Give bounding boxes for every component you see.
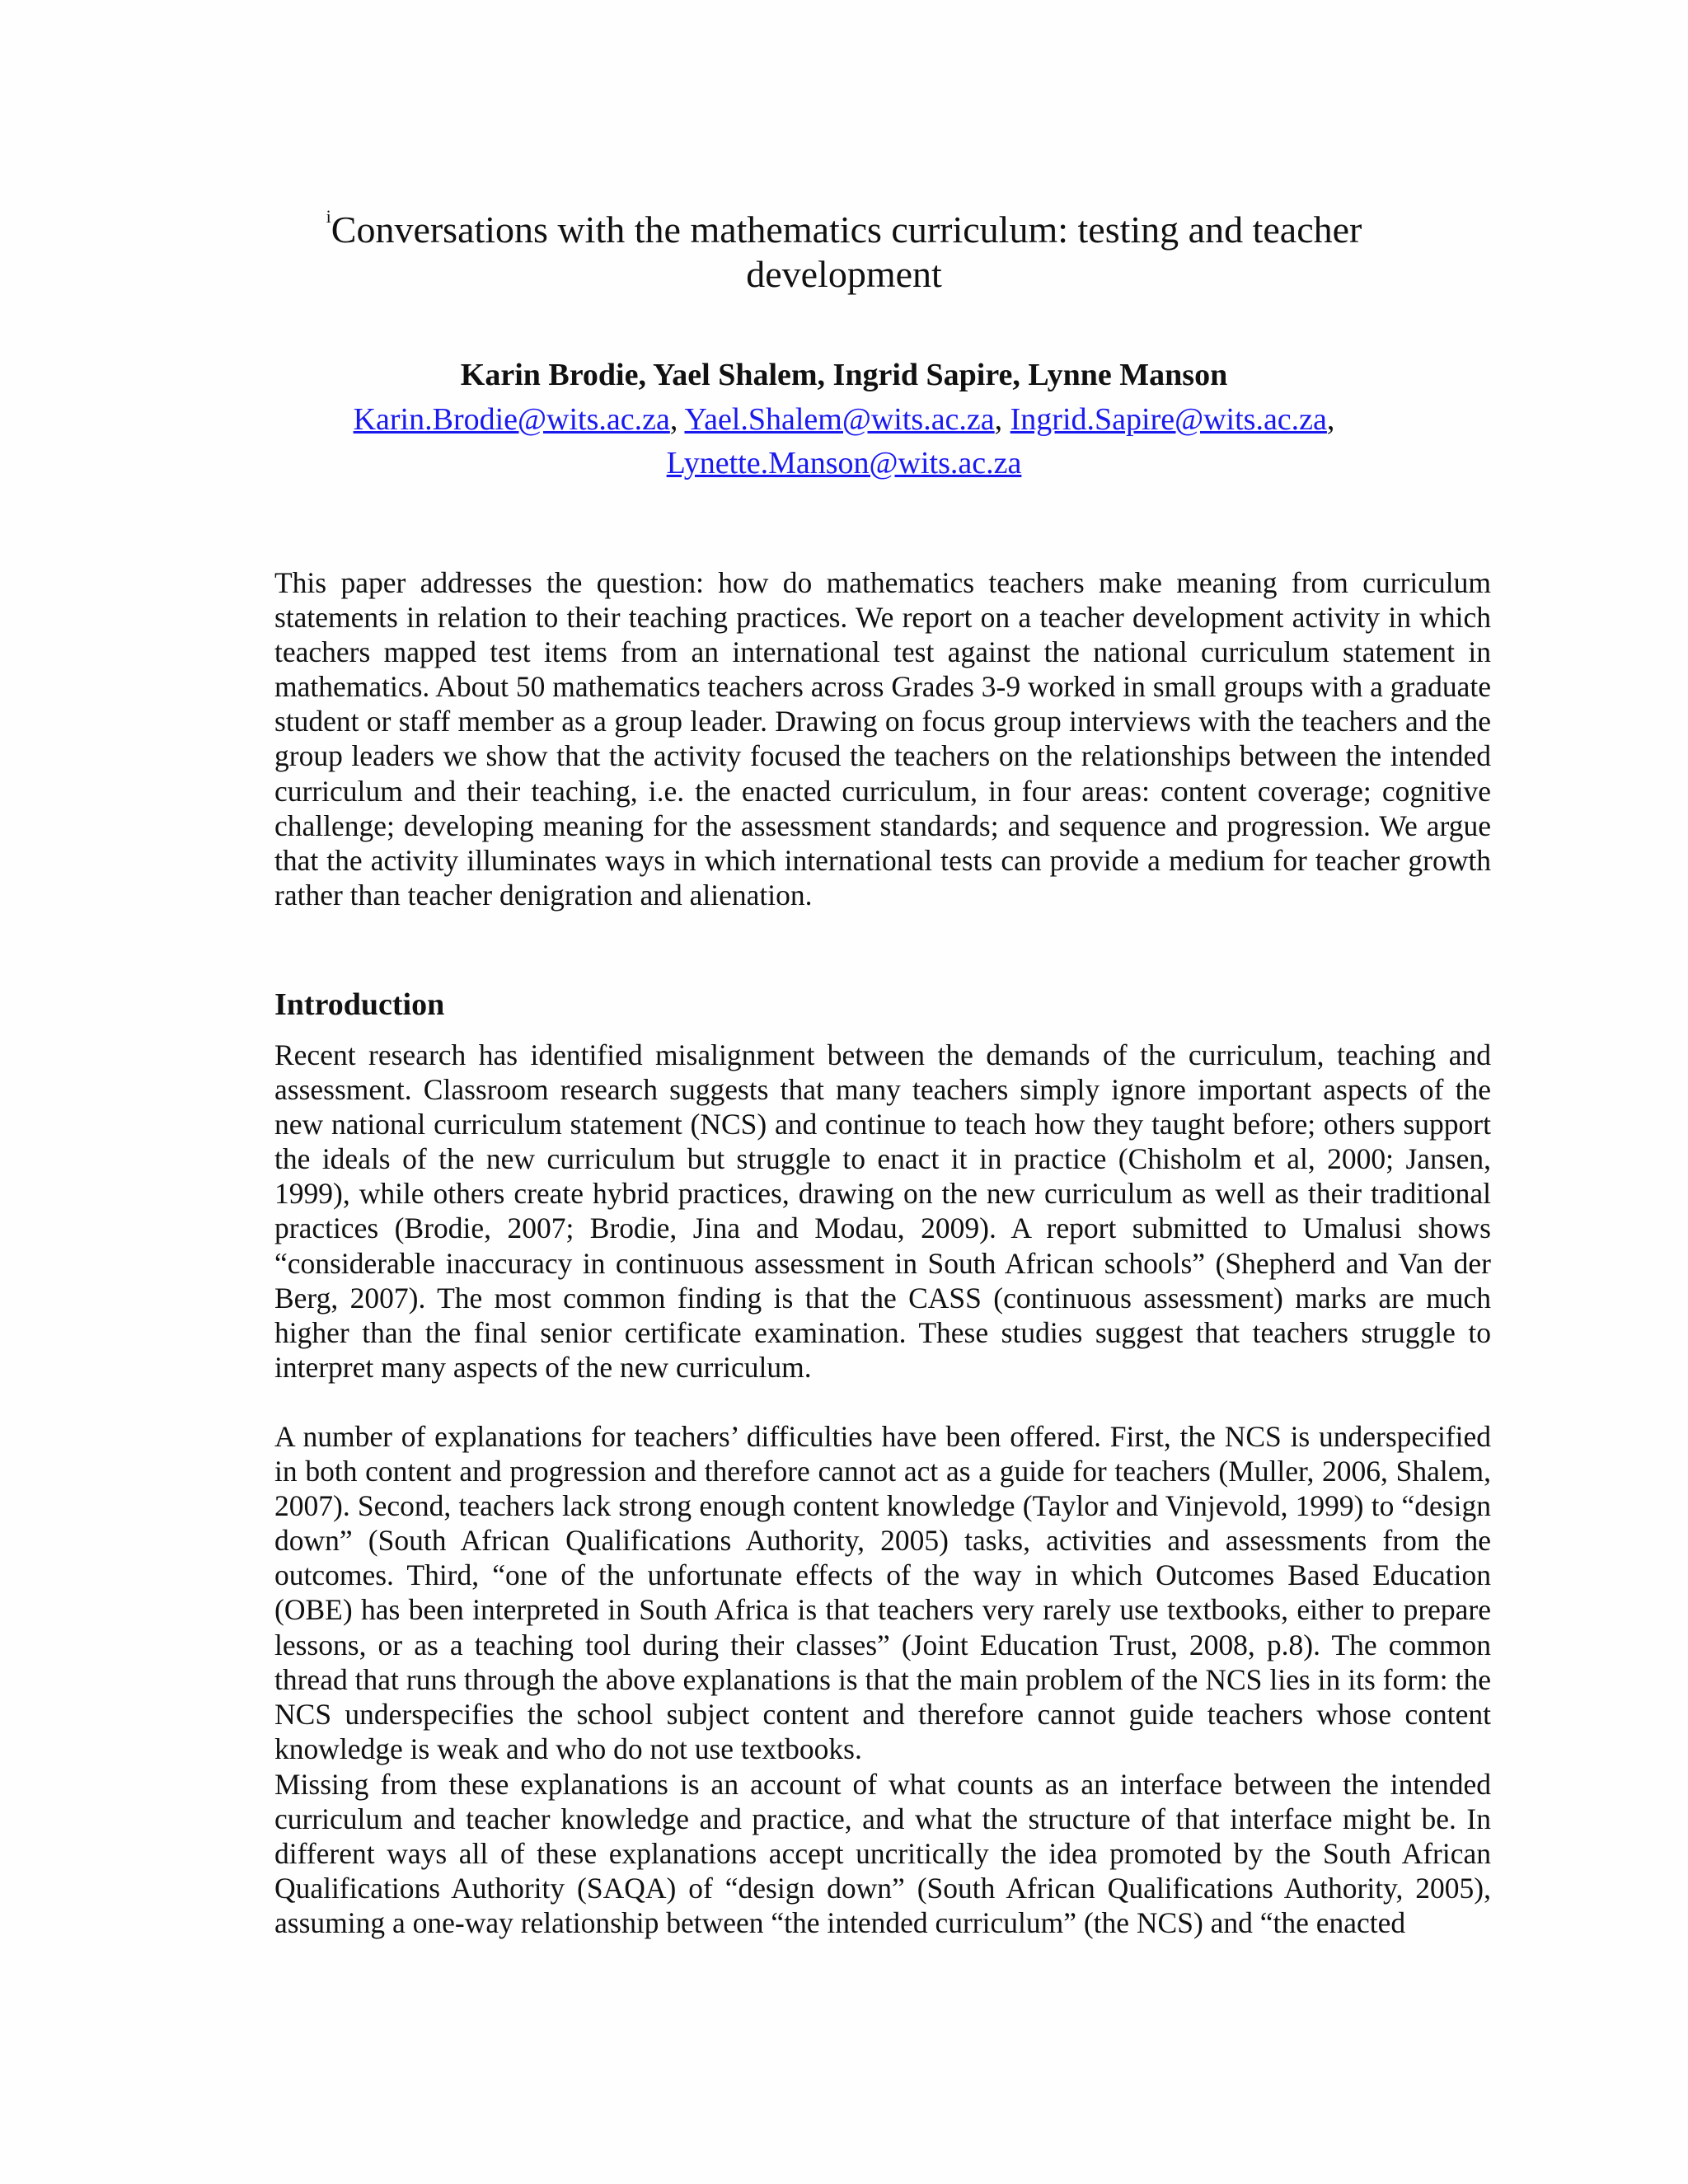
email-link-shalem[interactable]: Yael.Shalem@wits.ac.za	[684, 402, 995, 437]
email-line-1	[0, 398, 1688, 442]
email-link-manson[interactable]: Lynette.Manson@wits.ac.za	[666, 446, 1022, 480]
email-line-2	[0, 442, 1688, 485]
paragraph-2: A number of explanations for teachers’ difficulties have been offered. First, the NCS is underspecified in both content and progression and therefore cannot act as a guide for teachers (Muller, 2006, Shalem, 2007). Second, teachers lack strong enough content knowledge (Taylor and Vinjevold, 1999) to “design down” (South African Qualifications Authority, 2005) tasks, activities and assessments from the outcomes. Third, “one of the unfortunate effects of the way in which Outcomes Based Education (OBE) has been interpreted in South Africa is that teachers very rarely use textbooks, either to prepare lessons, or as a teaching tool during their classes” (Joint Education Trust, 2008, p.8). The common thread that runs through the above explanations is that the main problem of the NCS lies in its form: the NCS underspecifies the school subject content and therefore cannot guide teachers whose content knowledge is weak and who do not use textbooks.	[274, 1420, 1491, 1765]
email-link-brodie[interactable]: Karin.Brodie@wits.ac.za	[353, 402, 670, 437]
title-endnote-marker[interactable]: i	[326, 206, 331, 227]
email-separator: ,	[1326, 402, 1335, 437]
title-line-2: development	[746, 253, 942, 295]
email-separator: ,	[669, 402, 685, 437]
title-line-1-text: Conversations with the mathematics curriculum: testing and teacher	[331, 209, 1362, 251]
email-list	[0, 398, 1688, 485]
paragraph-1: Recent research has identified misalignment between the demands of the curriculum, teaching and assessment. Classroom research suggests that many teachers simply ignore important aspects of the new national curriculum statement (NCS) and continue to teach how they taught before; others support the ideals of the new curriculum but struggle to enact it in practice (Chisholm et al, 2000; Jansen, 1999), while others create hybrid practices, drawing on the new curriculum as well as their traditional practices (Brodie, 2007; Brodie, Jina and Modau, 2009). A report submitted to Umalusi shows “considerable inaccuracy in continuous assessment in South African schools” (Shepherd and Van der Berg, 2007). The most common finding is that the CASS (continuous assessment) marks are much higher than the final senior certificate examination. These studies suggest that teachers struggle to interpret many aspects of the new curriculum.	[274, 1038, 1491, 1384]
paragraph-3: Missing from these explanations is an account of what counts as an interface between the intended curriculum and teacher knowledge and practice, and what the structure of that interface might be. In different ways all of these explanations accept uncritically the idea promoted by the South African Qualifications Authority (SAQA) of “design down” (South African Qualifications Authority, 2005), assuming a one-way relationship between “the intended curriculum” (the NCS) and “the enacted	[274, 1768, 1491, 1940]
section-heading-introduction: Introduction	[274, 987, 445, 1022]
email-link-sapire[interactable]: Ingrid.Sapire@wits.ac.za	[1010, 402, 1327, 437]
paper-title	[0, 208, 1688, 297]
abstract: This paper addresses the question: how do mathematics teachers make meaning from curriculum statements in relation to their teaching practices. We report on a teacher development activity in which teachers mapped test items from an international test against the national curriculum statement in mathematics. About 50 mathematics teachers across Grades 3-9 worked in small groups with a graduate student or staff member as a group leader. Drawing on focus group interviews with the teachers and the group leaders we show that the activity focused the teachers on the relationships between the intended curriculum and their teaching, i.e. the enacted curriculum, in four areas: content coverage; cognitive challenge; developing meaning for the assessment standards; and sequence and progression. We argue that the activity illuminates ways in which international tests can provide a medium for teacher growth rather than teacher denigration and alienation.	[274, 566, 1491, 912]
email-separator: ,	[994, 402, 1010, 437]
author-list: Karin Brodie, Yael Shalem, Ingrid Sapire, Lynne Manson	[460, 358, 1228, 392]
title-line-1	[0, 208, 1688, 252]
